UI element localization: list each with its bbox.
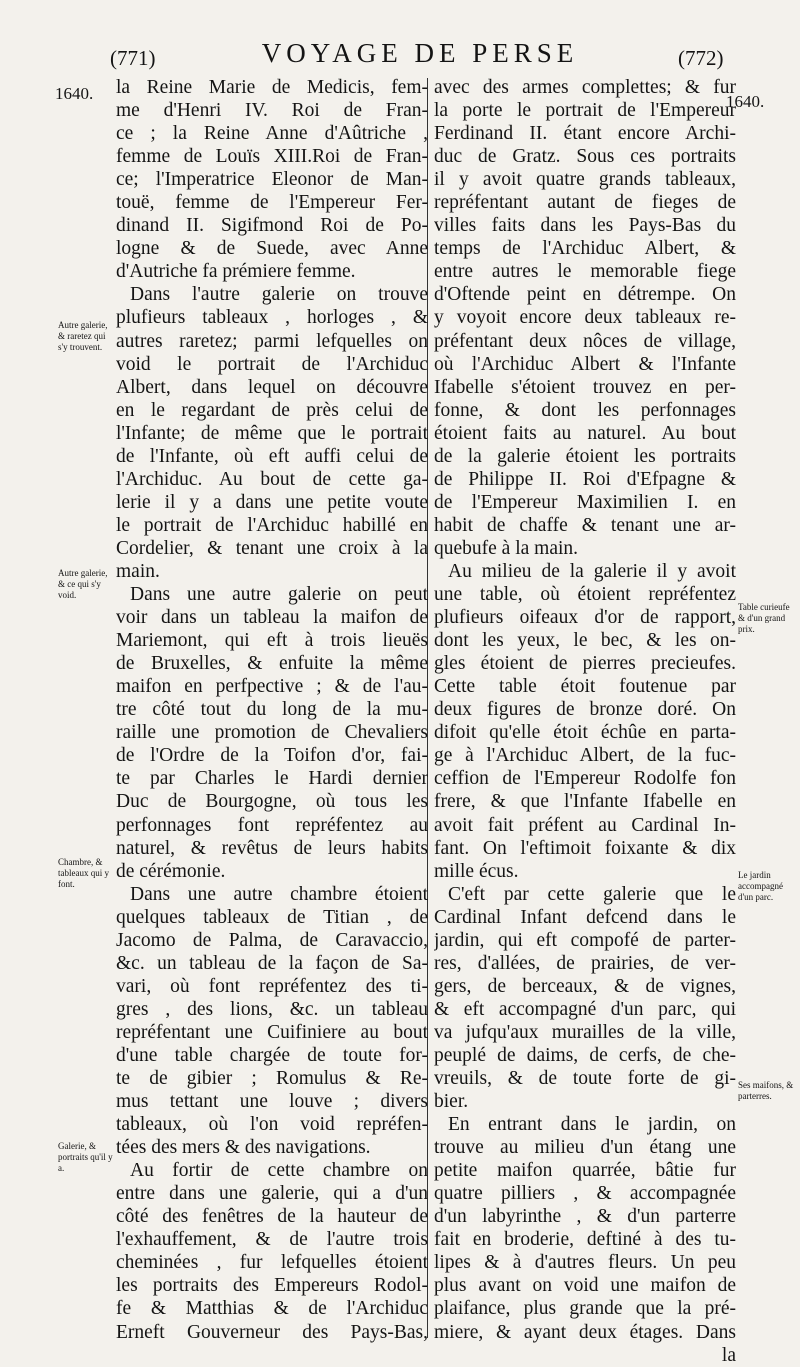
text-line: femme de Louïs XIII.Roi de Fran- [116,146,428,168]
text-line: d'Oftende peint en détrempe. On [434,284,736,306]
text-line: fant. On l'eftimoit foixante & dix [434,837,736,859]
text-line: Au fortir de cette chambre on [130,1160,428,1182]
text-line: miere, & ayant deux étages. Dans [434,1321,736,1343]
text-line: raille une promotion de Chevaliers [116,722,428,744]
text-line: fe & Matthias & de l'Archiduc [116,1298,428,1320]
text-line: l'Archiduc. Au bout de cette ga- [116,468,428,490]
text-line: voir dans un tableau la maifon de [116,607,428,629]
text-line: Duc de Bourgogne, où tous les [116,791,428,813]
text-line: repréfentant une Cuifiniere au bout [116,1021,428,1043]
text-line: de Philippe II. Roi d'Efpagne & [434,468,736,490]
text-line: te par Charles le Hardi dernier [116,768,428,790]
text-line: cheminées , fur lefquelles étoient [116,1252,428,1274]
text-line: Dans une autre chambre étoient [130,883,428,905]
text-line: d'un labyrinthe , & d'un parterre [434,1206,736,1228]
text-line: deux figures de bronze doré. On [434,699,736,721]
text-line: ce; l'Imperatrice Eleonor de Man- [116,169,428,191]
running-title: VOYAGE DE PERSE [261,38,579,68]
text-line: de cérémonie. [116,860,226,882]
text-line: jardin, qui eft compofé de parter- [434,929,736,951]
text-line: Cardinal Infant defcend dans le [434,906,736,928]
text-line: vari, où font repréfentez des ti- [116,975,428,997]
text-line: &c. un tableau de la façon de Sa- [116,952,428,974]
text-line: tableaux, où l'on void repréfen- [116,1114,428,1136]
text-line: En entrant dans le jardin, on [448,1114,736,1136]
text-line: entre autres le memorable fiege [434,261,736,283]
text-line: & eft accompagné d'un parc, qui [434,998,736,1020]
text-line: plufieurs oifeaux d'or de rapport, [434,607,736,629]
text-line: de l'Empereur Maximilien I. en [434,491,736,513]
text-line: côté des fenêtres de la hauteur de [116,1206,428,1228]
text-line: duc de Gratz. Sous ces portraits [434,146,736,168]
text-line: logne & de Suede, avec Anne [116,238,428,260]
text-line: préfentant deux nôces de village, [434,330,736,352]
text-line: tre côté tout du long de la mu- [116,699,428,721]
text-line: fait en broderie, deftiné à des tu- [434,1229,736,1251]
text-line: de Bruxelles, & enfuite la même [116,653,428,675]
text-line: Mariemont, qui eft à trois lieuës [116,630,428,652]
text-line: la Reine Marie de Medicis, fem- [116,77,428,98]
text-line: d'Autriche fa prémiere femme. [116,261,356,283]
year-left: 1640. [55,84,94,103]
text-line: Cordelier, & tenant une croix à la [116,537,428,559]
margin-note-right: Table curieufe & d'un grand prix. [738,602,790,634]
text-line: entre dans une galerie, qui a d'un [116,1183,428,1205]
text-line: la [721,1344,736,1366]
text-line: quatre pilliers , & accompagnée [434,1183,736,1205]
text-line: plaifance, plus grande que la pré- [434,1298,736,1320]
text-line: Ifabelle s'étoient trouvez en per- [434,376,736,398]
text-line: Dans l'autre galerie on trouve [130,284,428,306]
text-line: ce ; la Reine Anne d'Aûtriche , [116,123,428,145]
text-line: en le regardant de près celui de [116,399,428,421]
text-line: C'eft par cette galerie que le [448,883,736,905]
text-line: perfonnages font repréfentez au [116,814,428,836]
text-line: bier. [434,1091,469,1113]
year-right: 1640. [726,92,765,111]
text-line: quelques tableaux de Titian , de [116,906,428,928]
margin-note-right: Ses maifons, & parterres. [738,1080,794,1101]
margin-note-left: Autre galerie, & raretez qui s'y trouvent. [58,320,108,352]
text-line: temps de l'Archiduc Albert, & [434,238,736,260]
text-line: villes faits dans les Pays-Bas du [434,215,736,237]
left-page-number: (771) [110,46,156,70]
text-line: étoient faits au naturel. Au bout [434,422,736,444]
text-line: lerie il y a dans une petite voute [116,491,428,513]
text-line: lipes & à d'autres fleurs. Un peu [434,1252,736,1274]
text-line: frere, & que l'Infante Ifabelle en [434,791,736,813]
text-line: les portraits des Empereurs Rodol- [116,1275,428,1297]
text-line: d'une table chargée de toute for- [116,1044,428,1066]
text-line: va jufqu'aux murailles de la ville, [434,1021,736,1043]
text-line: void le portrait de l'Archiduc [116,353,428,375]
text-line: ceffion de l'Empereur Rodolfe fon [434,768,736,790]
text-line: repréfentant autant de fieges de [434,192,736,214]
text-line: petite maifon quarrée, bâtie fur [434,1160,736,1182]
text-line: te de gibier ; Romulus & Re- [116,1068,428,1090]
text-line: une table, où étoient repréfentez [434,584,736,606]
text-line: gles étoient de pierres precieufes. [434,653,736,675]
text-line: quebufe à la main. [434,537,579,559]
right-page-number: (772) [678,46,724,70]
text-line: vreuils, & de toute forte de gi- [434,1068,736,1090]
text-line: de l'Infante, où eft auffi celui de [116,445,428,467]
text-line: naturel, & revêtus de leurs habits [116,837,428,859]
text-line: peuplé de daims, de cerfs, de che- [434,1044,736,1066]
text-line: autres raretez; parmi lefquelles on [116,330,428,352]
text-line: difoit qu'elle étoit échûe en parta- [434,722,736,744]
text-line: Albert, dans lequel on découvre [116,376,428,398]
text-line: Erneft Gouverneur des Pays-Bas, [116,1321,428,1343]
text-line: de l'Ordre de la Toifon d'or, fai- [116,745,428,767]
text-line: Cette table étoit foutenue par [434,676,736,698]
text-line: l'Infante; de même que le portrait [116,422,428,444]
text-line: y voyoit encore deux tableaux re- [434,307,736,329]
margin-note-left: Chambre, & tableaux qui y font. [58,857,109,889]
text-line: ge à l'Archiduc Albert, de la fuc- [434,745,736,767]
text-line: plufieurs tableaux , horloges , & [116,307,428,329]
text-line: il y avoit quatre grands tableaux, [434,169,736,191]
text-line: où l'Archiduc Albert & l'Infante [434,353,736,375]
text-line: l'exhauffement, & de l'autre trois [116,1229,428,1251]
text-line: main. [116,560,160,582]
margin-note-right: Le jardin accompagné d'un parc. [738,870,783,902]
margin-note-left: Galerie, & portraits qu'il y a. [58,1141,113,1173]
right-column [434,76,736,1367]
text-line: maifon en perfpective ; & de l'au- [116,676,428,698]
text-line: fonne, & dont les perfonnages [434,399,736,421]
text-line: avec des armes complettes; & fur [434,77,736,98]
text-line: Au milieu de la galerie il y avoit [448,560,736,582]
text-line: dinand II. Sigifmond Roi de Po- [116,215,428,237]
text-line: gers, de berceaux, & de vignes, [434,975,736,997]
text-line: me d'Henri IV. Roi de Fran- [116,100,428,122]
text-line: gres , des lions, &c. un tableau [116,998,428,1020]
margin-note-left: Autre galerie, & ce qui s'y void. [58,568,108,600]
text-line: plus avant on void une maifon de [434,1275,736,1297]
text-line: le portrait de l'Archiduc habillé en [116,514,428,536]
text-line: Dans une autre galerie on peut [130,584,428,606]
text-line: tées des mers & des navigations. [116,1137,371,1159]
text-line: avoit fait préfent au Cardinal In- [434,814,736,836]
text-line: touë, femme de l'Empereur Fer- [116,192,428,214]
text-line: Ferdinand II. étant encore Archi- [434,123,736,145]
text-line: mus tettant une louve ; divers [116,1091,428,1113]
text-line: dont les yeux, le bec, & les on- [434,630,736,652]
text-line: res, d'allées, de prairies, de ver- [434,952,736,974]
text-line: de la galerie étoient les portraits [434,445,736,467]
text-line: Jacomo de Palma, de Caravaccio, [116,929,428,951]
text-line: trouve au milieu d'un étang une [434,1137,736,1159]
text-line: habit de chaffe & tenant une ar- [434,514,736,536]
text-line: la porte le portrait de l'Empereur [434,100,736,122]
left-column [116,76,428,1344]
text-line: mille écus. [434,860,519,882]
